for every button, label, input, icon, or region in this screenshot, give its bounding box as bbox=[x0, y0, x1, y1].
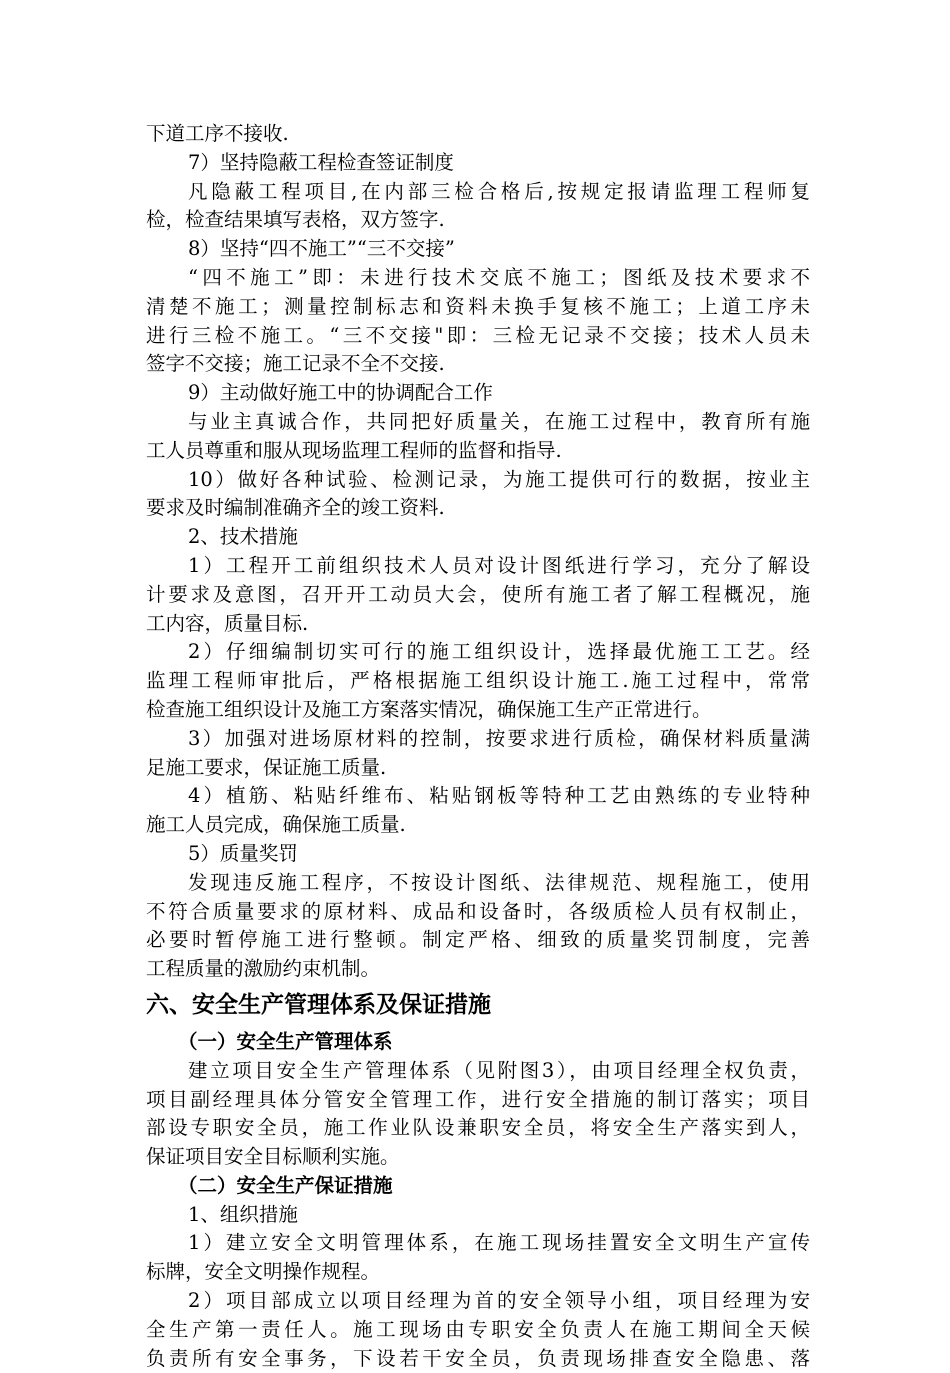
text-line: 1）建立安全文明管理体系，在施工现场挂置安全文明生产宣传 bbox=[188, 1231, 810, 1255]
text-line: 不符合质量要求的原材料、成品和设备时，各级质检人员有权制止， bbox=[146, 899, 810, 923]
text-line: 负责所有安全事务，下设若干安全员，负责现场排查安全隐患、落 bbox=[146, 1346, 810, 1370]
text-line: 工人员尊重和服从现场监理工程师的监督和指导. bbox=[146, 438, 562, 462]
text-line: 足施工要求，保证施工质量. bbox=[146, 755, 387, 779]
text-line: 必要时暂停施工进行整顿。制定严格、细致的质量奖罚制度，完善 bbox=[146, 928, 810, 952]
text-line: 全生产第一责任人。施工现场由专职安全负责人在施工期间全天候 bbox=[146, 1317, 810, 1341]
text-line: 项目副经理具体分管安全管理工作，进行安全措施的制订落实；项目 bbox=[146, 1087, 810, 1111]
text-line: 清楚不施工；测量控制标志和资料未换手复核不施工；上道工序未 bbox=[146, 294, 810, 318]
text-line: 1）工程开工前组织技术人员对设计图纸进行学习，充分了解设 bbox=[188, 553, 810, 577]
text-line: 计要求及意图，召开开工动员大会，使所有施工者了解工程概况，施 bbox=[146, 582, 810, 606]
text-line: 施工人员完成，确保施工质量. bbox=[146, 813, 406, 837]
text-line: 工内容，质量目标. bbox=[146, 611, 309, 635]
text-line: 进行三检不施工。“三不交接"即：三检无记录不交接；技术人员未 bbox=[146, 323, 810, 347]
text-line: 2）项目部成立以项目经理为首的安全领导小组，项目经理为安 bbox=[188, 1289, 810, 1313]
text-line: 签字不交接；施工记录不全不交接. bbox=[146, 352, 445, 376]
text-line: 建立项目安全生产管理体系（见附图3），由项目经理全权负责， bbox=[188, 1058, 810, 1082]
text-line: 10）做好各种试验、检测记录，为施工提供可行的数据，按业主 bbox=[188, 467, 810, 491]
text-line: 3）加强对进场原材料的控制，按要求进行质检，确保材料质量满 bbox=[188, 726, 810, 750]
paragraph-group-safety-system bbox=[146, 1057, 810, 1172]
text-line: 工程质量的激励约束机制。 bbox=[146, 957, 381, 981]
text-line: 检，检查结果填写表格，双方签字. bbox=[146, 208, 445, 232]
text-line: 要求及时编制准确齐全的竣工资料. bbox=[146, 496, 445, 520]
text-line: 发现违反施工程序，不按设计图纸、法律规范、规程施工，使用 bbox=[188, 870, 810, 894]
paragraph-group-safety-measures bbox=[146, 1201, 810, 1373]
subheading-safety-measures: （二）安全生产保证措施 bbox=[178, 1173, 393, 1197]
text-line: 7）坚持隐蔽工程检查签证制度 bbox=[188, 150, 454, 174]
text-line: 5）质量奖罚 bbox=[188, 841, 298, 865]
text-line: 标牌，安全文明操作规程。 bbox=[146, 1260, 381, 1284]
text-line: 监理工程师审批后，严格根据施工组织设计施工.施工过程中，常常 bbox=[146, 669, 810, 693]
text-line: 凡隐蔽工程项目,在内部三检合格后,按规定报请监理工程师复 bbox=[188, 179, 810, 203]
section-heading: 六、安全生产管理体系及保证措施 bbox=[146, 991, 491, 1018]
text-line: 1、组织措施 bbox=[188, 1202, 298, 1226]
text-line: 8）坚持“四不施工”“三不交接” bbox=[188, 237, 455, 261]
text-line: 检查施工组织设计及施工方案落实情况，确保施工生产正常进行。 bbox=[146, 697, 712, 721]
text-line: 部设专职安全员，施工作业队设兼职安全员，将安全生产落实到人， bbox=[146, 1116, 810, 1140]
text-line: 4）植筋、粘贴纤维布、粘贴钢板等特种工艺由熟练的专业特种 bbox=[188, 784, 810, 808]
text-line: 2）仔细编制切实可行的施工组织设计，选择最优施工工艺。经 bbox=[188, 640, 810, 664]
document-body bbox=[146, 120, 810, 1373]
text-line: 保证项目安全目标顺利实施。 bbox=[146, 1145, 400, 1169]
text-line: 下道工序不接收. bbox=[146, 122, 289, 145]
text-line: “四不施工”即：未进行技术交底不施工；图纸及技术要求不 bbox=[188, 265, 810, 289]
text-line: 与业主真诚合作，共同把好质量关，在施工过程中，教育所有施 bbox=[188, 409, 810, 433]
text-line: 2、技术措施 bbox=[188, 525, 298, 549]
paragraph-group-quality bbox=[146, 120, 810, 984]
text-line: 9）主动做好施工中的协调配合工作 bbox=[188, 381, 493, 405]
subheading-safety-system: （一）安全生产管理体系 bbox=[178, 1029, 393, 1053]
